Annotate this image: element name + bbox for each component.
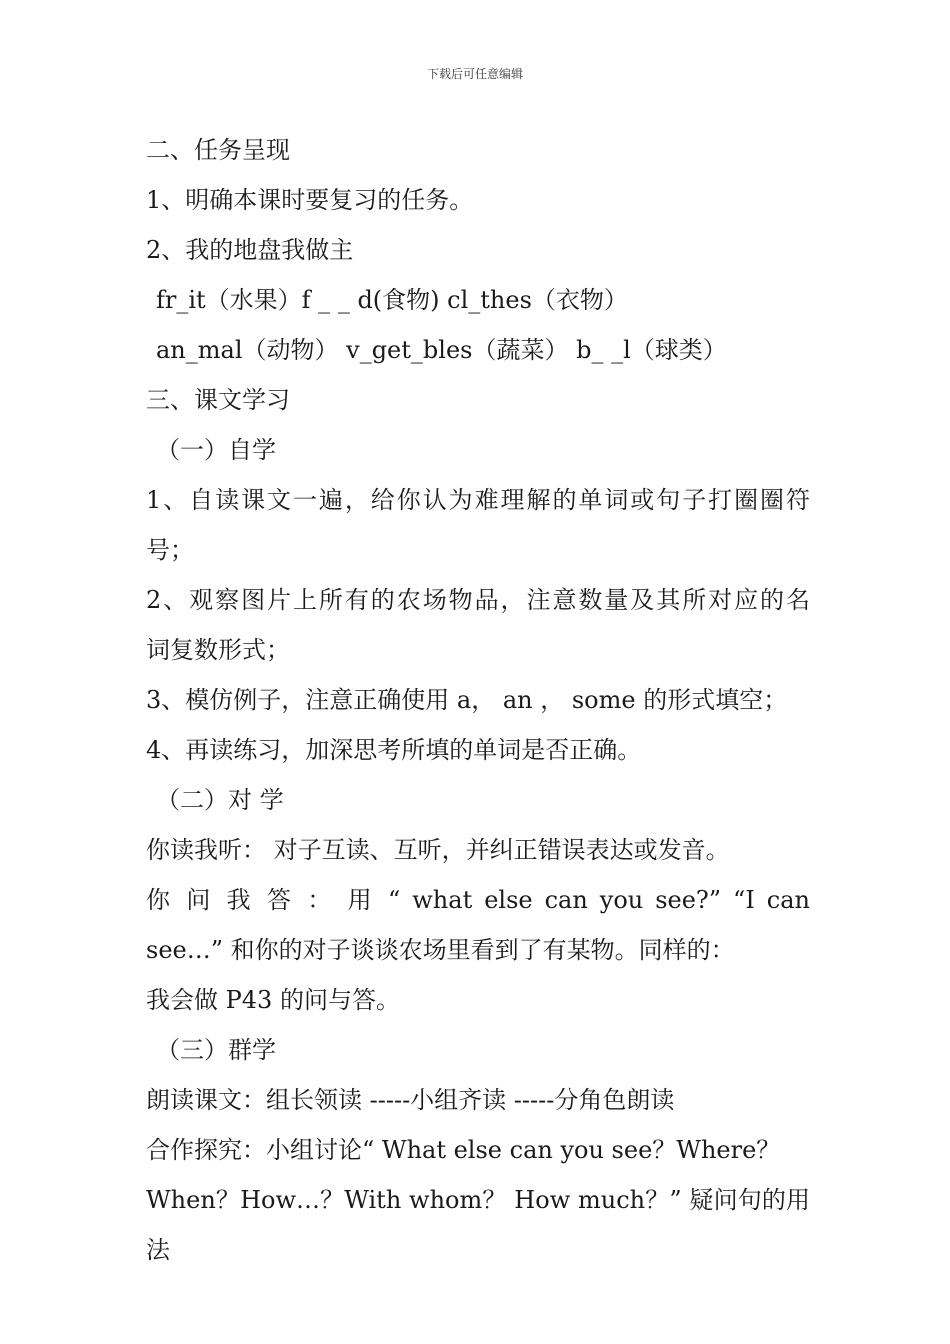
section-heading-task: 二、任务呈现 <box>146 136 290 164</box>
section-heading-lesson: 三、课文学习 <box>146 386 290 414</box>
pair-ask-answer: 你 问 我 答 ： 用 “ what else can you see?” “I can <box>146 886 810 914</box>
group-inquiry: 合作探究：小组讨论“ What else can you see？Where？ <box>146 1136 781 1164</box>
pair-ask-answer-end: 我会做 P43 的问与答。 <box>146 986 400 1014</box>
self-study-item-3: 3、模仿例子，注意正确使用 a， an ， some 的形式填空； <box>146 686 788 714</box>
self-study-item-4: 4、再读练习，加深思考所填的单词是否正确。 <box>146 736 642 764</box>
task-item-2: 2、我的地盘我做主 <box>146 236 354 264</box>
task-item-1: 1、明确本课时要复习的任务。 <box>146 186 474 214</box>
subheading-pair-study: （二）对 学 <box>156 786 284 814</box>
self-study-item-2: 2、观察图片上所有的农场物品，注意数量及其所对应的名 <box>146 586 810 614</box>
document-body <box>146 125 810 1264</box>
subheading-self-study: （一）自学 <box>156 436 276 464</box>
page-header: 下载后可任意编辑 <box>426 67 523 81</box>
word-blanks-line-2: an_mal（动物） v_get_bles（蔬菜） b_ _l（球类） <box>156 336 727 364</box>
group-reading: 朗读课文：组长领读 -----小组齐读 -----分角色朗读 <box>146 1086 675 1114</box>
pair-ask-answer-cont: see…” 和你的对子谈谈农场里看到了有某物。同样的： <box>146 936 735 964</box>
subheading-group-study: （三）群学 <box>156 1036 276 1064</box>
pair-read-listen: 你读我听： 对子互读、互听，并纠正错误表达或发音。 <box>146 836 730 864</box>
group-inquiry-cont: When？How…？With whom？ How much？” 疑问句的用法 <box>146 1186 810 1264</box>
word-blanks-line-1: fr_it（水果）f _ _ d(食物) cl_thes（衣物） <box>156 286 628 314</box>
self-study-item-1-cont: 号； <box>146 536 194 564</box>
self-study-item-2-cont: 词复数形式； <box>146 636 290 664</box>
self-study-item-1: 1、自读课文一遍，给你认为难理解的单词或句子打圈圈符 <box>146 486 810 514</box>
